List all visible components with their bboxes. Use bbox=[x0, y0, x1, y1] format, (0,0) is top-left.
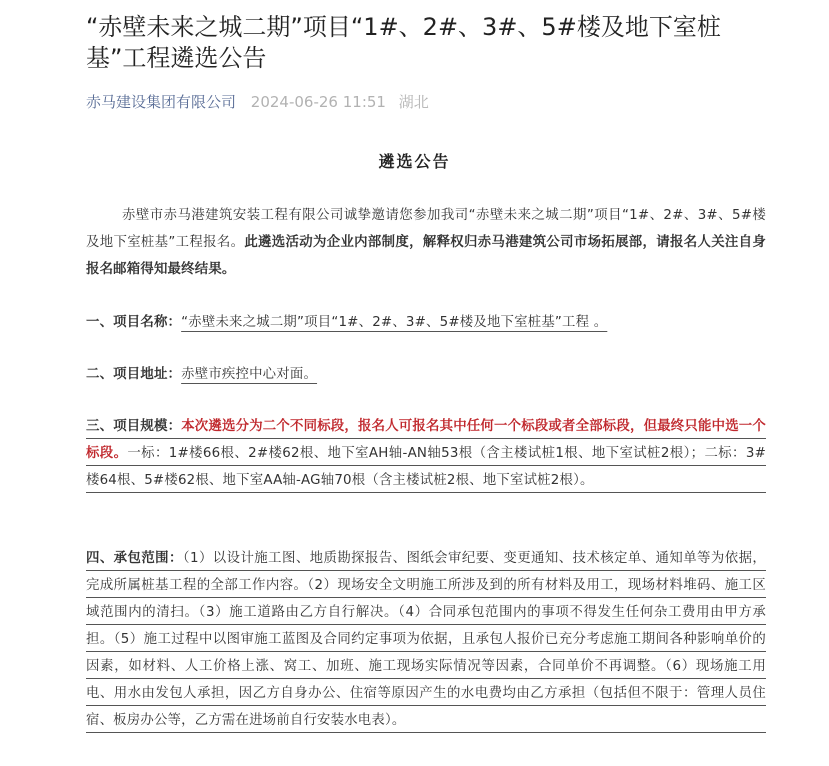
section-label: 四、承包范围： bbox=[86, 551, 183, 566]
intro-text: 赤壁市赤马港建筑安装工程有限公司诚挚邀请您参加我司“赤壁未来之城二期”项目“1#、2#、3#、5#楼及地下室桩基”工程报名。 bbox=[86, 208, 766, 250]
publish-location: 湖北 bbox=[398, 93, 429, 111]
section-contract-scope bbox=[86, 545, 766, 734]
section-label: 一、项目名称： bbox=[86, 315, 182, 330]
article-meta bbox=[86, 91, 429, 112]
publish-datetime: 2024-06-26 11:51 bbox=[250, 93, 386, 111]
notice-heading: 遴选公告 bbox=[378, 152, 451, 171]
section-value: “赤壁未来之城二期”项目“1#、2#、3#、5#楼及地下室桩基”工程 。 bbox=[181, 315, 608, 330]
section-project-name bbox=[86, 309, 766, 336]
intro-paragraph bbox=[86, 202, 766, 283]
section-highlight: 本次遴选分为二个不同标段，报名人可报名其中任何一个标段或者全部标段，但最终只能中选一个标段。 bbox=[86, 419, 766, 461]
section-value: （1）以设计施工图、地质勘探报告、图纸会审纪要、变更通知、技术核定单、通知单等为依据，完成所属桩基工程的全部工作内容。（2）现场安全文明施工所涉及到的所有材料及用工，现场材料堆码、施工区域范围内的清扫。（3）施工道路由乙方自行解决。（4）合同承包范围内的事项不得发生任何杂工费用由甲方承担。（5）施工过程中以图审施工蓝图及合同约定事项为依据，且承包人报价已充分考虑施工期间各种影响单价的因素，如材料、人工价格上涨、窝工、加班、施工现场实际情况等因素，合同单价不再调整。（6）现场施工用电、用水由发包人承担，因乙方自身办公、住宿等原因产生的水电费均由乙方承担（包括但不限于：管理人员住宿、板房办公等，乙方需在进场前自行安装水电表）。 bbox=[86, 551, 766, 728]
author-link[interactable]: 赤马建设集团有限公司 bbox=[86, 93, 237, 111]
section-value: 一标：1#楼66根、2#楼62根、地下室AH轴-AN轴53根（含主楼试桩1根、地下室试桩2根）；二标：3#楼64根、5#楼62根、地下室AA轴-AG轴70根（含主楼试桩2根、地下室试桩2根）。 bbox=[86, 446, 766, 488]
section-value: 赤壁市疾控中心对面。 bbox=[181, 367, 318, 382]
article-title: “赤壁未来之城二期”项目“1#、2#、3#、5#楼及地下室桩基”工程遴选公告 bbox=[86, 13, 721, 72]
section-label: 三、项目规模： bbox=[86, 419, 182, 434]
section-label: 二、项目地址： bbox=[86, 367, 182, 382]
section-project-scale bbox=[86, 413, 766, 494]
section-project-address bbox=[86, 361, 766, 388]
intro-bold-text: 此遴选活动为企业内部制度，解释权归赤马港建筑公司市场拓展部，请报名人关注自身报名邮箱得知最终结果。 bbox=[86, 235, 766, 277]
